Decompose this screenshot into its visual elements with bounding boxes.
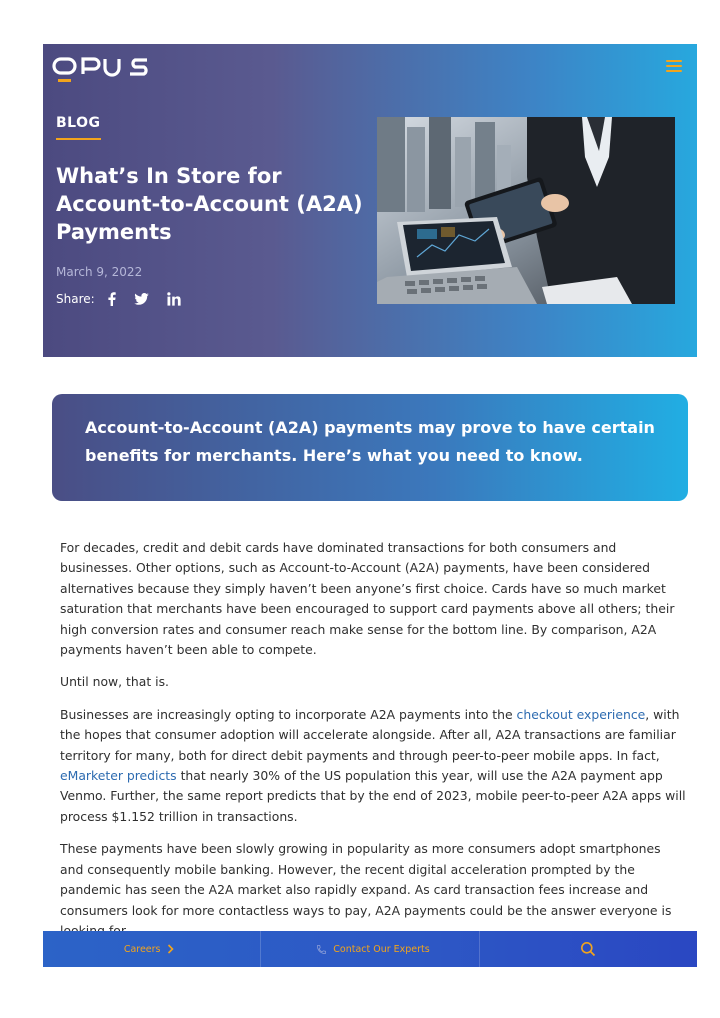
twitter-icon[interactable] [134,293,149,305]
hero-banner [43,44,697,357]
article-body [60,538,686,953]
hamburger-icon[interactable] [666,60,682,72]
paragraph-2: Until now, that is. [60,674,169,690]
emarketer-predicts-link[interactable]: eMarketer predicts [60,768,177,784]
paragraph-3-part-1: Businesses are increasingly opting to incorporate A2A payments into the [60,706,517,722]
paragraph-4: These payments have been slowly growing in popularity as more consumers adopt smartphones and consequently mobile banking. However, the recent digital acceleration prompted by the pandemic has seen the A2A market also rapidly expand. As card transaction fees increase and consumers look for more contactless ways to pay, A2A payments could be the answer everyone is [60,841,672,918]
paragraph-1: For decades, credit and debit cards have dominated transactions for both consumers and businesses. Other options, such as Account-to-Account (A2A) payments, have been considered alternatives because they simply haven’t been anyone’s first choice. Cards have so much market saturation that merchants have been encouraged to support card payments above all others; their high conversion rates and consumer reach make sense for the bottom line. By comparison, A2A payments haven’t been able to compete. [60,540,675,658]
paragraph-3-part-3: that nearly 30% of the US population this year, will use the A2A payment app Venmo. Further, the same report predicts that by the end of 2023, mobile peer-to-peer A2A apps will process $1.152 trillion in transactions. [60,768,686,824]
checkout-experience-link[interactable]: checkout experience [516,706,646,722]
category-underline [56,138,101,140]
chevron-right-icon [167,944,174,954]
share-bar [56,292,181,306]
bottom-action-bar [43,931,697,967]
contact-experts-label: Contact Our Experts [333,943,430,955]
post-date: March 9, 2022 [56,265,143,279]
share-label: Share: [56,292,95,306]
hero-photo [377,117,675,304]
summary-callout [52,394,688,501]
linkedin-icon[interactable] [167,292,181,306]
phone-icon [316,944,327,955]
summary-text: Account-to-Account (A2A) payments may prove to have certain benefits for merchants. Here’s what you need to know. [85,418,655,465]
contact-experts-button[interactable] [260,931,478,967]
careers-button[interactable] [43,931,260,967]
careers-label: Careers [123,943,161,955]
opus-logo[interactable] [52,56,156,84]
search-icon [580,941,596,957]
search-button[interactable] [479,931,697,967]
page-title: What’s In Store for Account-to-Account (A2A) Payments [56,164,363,244]
category-label[interactable]: BLOG [56,115,101,131]
paragraph-3-part-2: , with the hopes that consumer adoption will accelerate alongside. After all, A2A transactions are familiar territory for many, both for direct debit payments and through peer-to-peer mobile apps. In fact, [60,706,680,763]
facebook-icon[interactable] [107,292,116,306]
paragraph-3 [60,705,686,827]
